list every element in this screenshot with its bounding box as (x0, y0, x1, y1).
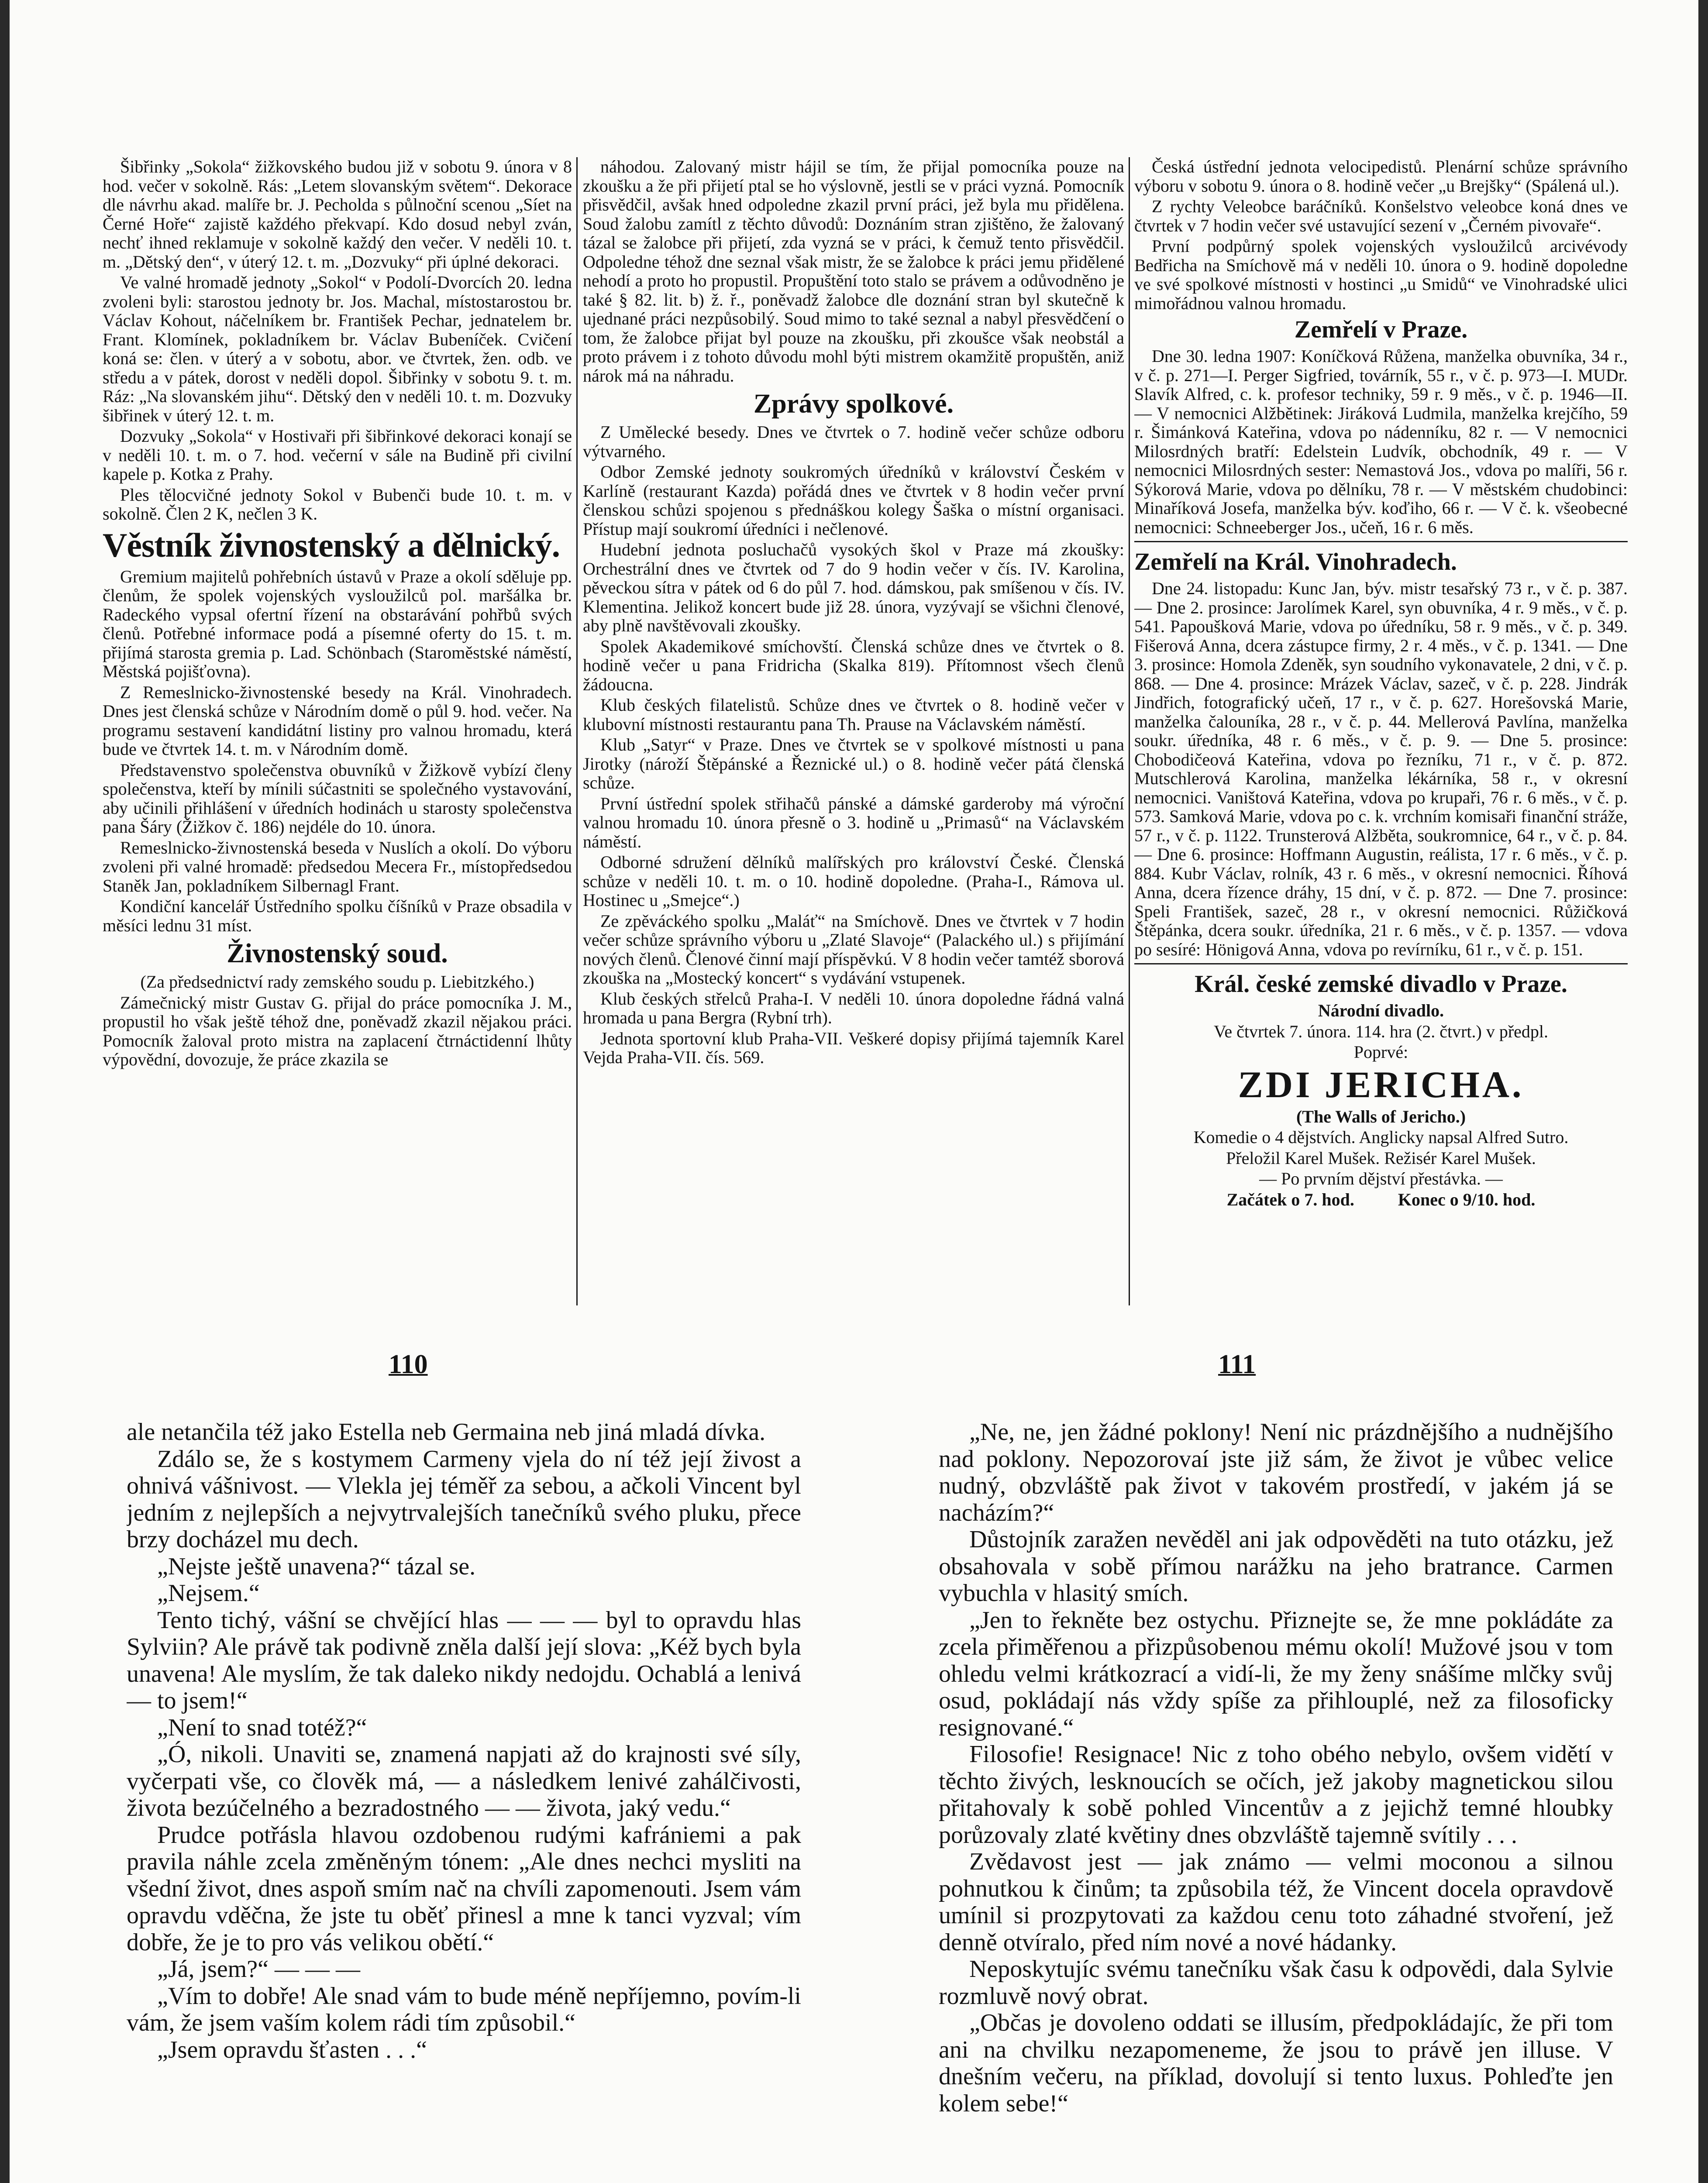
akademikove-notice: Spolek Akademikové smíchovští. Členská schůze dnes ve čtvrtek o 8. hodině večer u pana Fridricha (Skalka 819). Přítomnost všech členů žádoucna. (583, 636, 1124, 694)
strihaci-notice: První ústřední spolek střihačů pánské a dámské garderoby má výroční valnou hromadu 10. února přesně o 3. hodině u „Primasů“ na Václavském náměstí. (583, 793, 1124, 851)
section-heading-zpravy: Zprávy spolkové. (753, 389, 954, 419)
zemreli-vinohrady-list: Dne 24. listopadu: Kunc Jan, býv. mistr tesařský 73 r., v č. p. 387. — Dne 2. prosince: Jarolímek Karel, syn obuvníka, 4 r. 9 měs., v č. p. 541. Papoušková Marie, vdova po úředníku, 58 r. 9 měs., v č. p. 349. Fišerová Anna, dcera zástupce firmy, 2 r. 4 měs., v č. p. 1341. — Dne 3. prosince: Homola Zdeněk, syn soudního vykonavatele, 2 dni, v č. p. 868. — Dne 4. prosince: Mrázek Václav, sazeč, v č. p. 228. Jindrák Jindřich, fotografický učeň, 17 r., v č. p. 627. Horešovská Marie, manželka čalouníka, 28 r., v č. p. 44. Mellerová Pavlína, manželka soukr. úředníka, 48 r. 6 měs., v č. p. 9. — Dne 5. prosince: Chobodičeová Kateřina, vdova po řezníku, 71 r., v č. p. 872. Mutschlerová Karolina, manželka lékárníka, 58 r., v okresní nemocnici. Vaništová Kateřina, vdova po krupaři, 76 r. 6 měs., v č. p. 573. Samková Marie, vdova po c. k. vrchním komisaři finanční stráže, 57 r., v č. p. 1122. Trunsterová Alžběta, soukromnice, 64 r., v č. p. 84. — Dne 6. prosince: Hoffmann Augustin, reálista, 17 r. 6 měs., v č. p. 884. Kubr Václav, rolník, 43 r. 6 měs., v okresní nemocnici. Říhová Anna, dcera řízence dráhy, 15 dní, v č. p. 872. — Dne 7. prosince: Speli František, sazeč, 28 r., v okresní nemocnici. Růžičková Štěpánka, dcera soukr. úředníka, 21 r. 6 měs., v č. p. 1357. — vdova po sesíré: Hönigová Anna, vdova po revírníku, 61 r., v č. p. 151. (1134, 578, 1628, 959)
novel-paragraph: „Jsem opravdu šťasten . . .“ (157, 2036, 427, 2063)
novel-paragraph: Tento tichý, vášní se chvějící hlas — — — byl to opravdu hlas Sylviin? Ale právě tak podivně zněla další její slova: „Kéž bych byla unavena! Ale myslím, že tak daleko nikdy nedojdu. Ochablá a lenivá — to jsem!“ (127, 1606, 801, 1714)
novel-paragraph: „Nejsem.“ (157, 1580, 260, 1607)
novel-paragraph: „Vím to dobře! Ale snad vám to bude méně nepříjemno, povím-li vám, že jsem vaším kolem rádi tím způsobil.“ (127, 1982, 801, 2036)
intermission-line: — Po prvním dějství přestávka. — (1259, 1169, 1503, 1188)
sokol-bubenec-notice: Ples tělocvičné jednoty Sokol v Bubenči bude 10. t. m. v sokolně. Člen 2 K, nečlen 3 K. (103, 485, 572, 523)
zemreli-praha-list: Dne 30. ledna 1907: Koníčková Růžena, manželka obuvníka, 34 r., v č. p. 271—I. Perger Sigfried, továrník, 55 r., v č. p. 973—I. MUDr. Slavík Alfred, c. k. profesor techniky, 59 r. 9 měs., v č. p. 1946—II. — V nemocnici Alžbětinek: Jiráková Ludmila, manželka krejčího, 59 r. Šimánková Kateřina, vdova po nádenníku, 82 r. — V nemocnici Milosrdných bratří: Edelstein Ludvík, obchodník, 49 r. — V nemocnici Milosrdných sester: Nemastová Jos., vdova po malíři, 56 r. Sýkorová Marie, vdova po dělníku, 78 r. — V městském chudobinci: Minaříková Josefa, manželka býv. koďiho, 66 r. — V č. k. všeobecné nemocnici: Schneeberger Jos., učeň, 16 r. 6 měs. (1134, 346, 1628, 537)
column-rule-2 (1129, 157, 1130, 1305)
divadlo-subheading: Národní divadlo. (1318, 1001, 1444, 1020)
filatelisti-notice: Klub českých filatelistů. Schůze dnes ve čtvrtek o 8. hodině večer v klubovní místnosti restaurantu pana Th. Prause na Václavském náměstí. (583, 695, 1124, 734)
baracnici-notice: Z rychty Veleobce baráčníků. Konšelstvo veleobce koná dnes ve čtvrtek v 7 hodin večer své ustavující sezení v „Černém pivovaře“. (1134, 196, 1628, 235)
sokol-hostivar-notice: Dozvuky „Sokola“ v Hostivaři při šibřinkové dekoraci konají se v neděli 10. t. m. o 7. hod. večerní v sále na Budině při civilní kapele p. Kotka z Prahy. (103, 426, 572, 484)
umelecka-beseda-notice: Z Umělecké besedy. Dnes ve čtvrtek o 7. hodině večer schůze odboru výtvarného. (583, 422, 1124, 461)
start-time-line (1134, 1190, 1628, 1209)
end-time: Konec o 9/10. hod. (1398, 1189, 1536, 1209)
section-heading-vestnik: Věstník živnostenský a dělnický. (103, 526, 560, 564)
vyslouzilci-notice: První podpůrný spolek vojenských vysloužilců arcivévody Bedřicha na Smíchově má v neděli 10. února o 9. hodině dopoledne ve své spolkové místnosti v hostinci „u Smidů“ ve Vinohradské ulici mimořádnou valnou hromadu. (1134, 236, 1628, 313)
section-heading-soud: Živnostenský soud. (227, 939, 448, 968)
gremium-notice: Gremium majitelů pohřebních ústavů v Praze a okolí sděluje pp. členům, že spolek vojenských vysloužilců pol. maršálka br. Radeckého vypsal ofertní řízení na obstarávání pohřbů svých členů. Potřebné informace podá a písemné oferty do 15. t. m. přijímá starosta gremia p. Lad. Schönbach (Staroměstské náměstí, Městská pojišťovna). (103, 566, 572, 681)
play-original-title: (The Walls of Jericho.) (1296, 1106, 1466, 1126)
sokol-zizkov-notice: Šibřinky „Sokola“ žižkovského budou již v sobotu 9. února v 8 hod. večer v sokolně. Rás: „Letem slovanským světem“. Dekorace dle návrhu akad. malíře br. J. Pecholda s půlnoční scenou „Síet na Černé Hoře“ zajistě každého překvapí. Kdo dosud nebyl zván, nechť ihned reklamuje v sokolně každý den večer. V neděli 10. t. m. „Dětský den“, v úterý 12. t. m. „Dozvuky“ při úplné dekoraci. (103, 157, 572, 272)
page-number-left: 110 (389, 1350, 428, 1379)
sokol-podoli-notice: Ve valné hromadě jednoty „Sokol“ v Podolí-Dvorcích 20. ledna zvoleni byli: starostou jednoty br. Jos. Machal, místostarostou br. Václav Kohout, náčelníkem br. František Pechar, jednatelem br. Frant. Klomínek, pokladníkem br. Václav Bubeníček. Cvičení koná se: člen. v úterý a v sobotu, abor. ve čtvrtek, žen. odb. ve středu a v pátek, dorost v neděli dopol. Šibřinky v sobotu 9. t. m. Ráz: „Na slovanském jihu“. Dětský den v neděli 10. t. m. Dozvuky šibřinek v úterý 12. t. m. (103, 272, 572, 425)
novel-paragraph: „Nejste ještě unavena?“ tázal se. (157, 1553, 476, 1580)
novel-paragraph: Neposkytujíc svému tanečníku však času k odpovědi, dala Sylvie rozmluvě nový obrat. (939, 1956, 1613, 2010)
novel-paragraph: Zdálo se, že s kostymem Carmeny vjela do ní též její živost a ohnivá vášnivost. — Vlekla jej téměř za sebou, a ačkoli Vincent byl jedním z nejlepších a nejvytrvalejších tanečníků svého pluku, přece brzy docházel mu dech. (127, 1445, 801, 1553)
soud-case-continued: náhodou. Zalovaný mistr hájil se tím, že přijal pomocníka pouze na zkoušku a že při přijetí ptal se ho výslovně, jestli se v práci vyzná. Pomocník přisvědčil, avšak hned odpoledne zkazil první práci, jež byla mu přidělena. Soud žalobu zamítl z těchto důvodů: Doznáním stran zjištěno, že žalovaný tázal se žalobce při přijetí, zda vyzná se v práci, k čemuž tento přisvědčil. Odpoledne téhož dne seznal však mistr, že se žalobce k práci jemu přidělené nehodí a proto ho propustil. Propuštění toto stalo se právem a odůvodněno je také § 82. lit. b) ž. ř., poněvadž žalobce dle doznání stran byl skutečně k ujednané práci nezpůsobilý. Soud mimo to také seznal a nabyl přesvědčení o tom, že žalobce přijat byl pouze na zkoušku, při zkoušce však neobstál a proto právem i z tohoto důvodu mohl býti mistrem okamžitě propuštěn, aniž nárok má na náhradu. (583, 157, 1124, 386)
soud-subheading: (Za předsednictví rady zemského soudu p. Liebitzkého.) (140, 972, 534, 992)
novel-paragraph: „Občas je dovoleno oddati se illusím, předpokládajíc, že při tom ani na chvilku nezapomeneme, že jsou to právě jen illuse. V dnešním večeru, na příklad, dovolují si tento luxus. Pohleďte jen kolem sebe!“ (939, 2009, 1613, 2117)
novel-paragraph: „Já, jsem?“ — — — (157, 1956, 360, 1983)
column-2 (583, 157, 1124, 1305)
column-rule-1 (576, 157, 578, 1305)
malat-notice: Ze zpěváckého spolku „Maláť“ na Smíchově. Dnes ve čtvrtek v 7 hodin večer schůze správního výboru u „Zlaté Slavoje“ (Palackého ul.) s přijímání nových členů. Členové činní mají příspěvkú. V 8 hodin večer tamtéž sborová zkouška na „Mostecký koncert“ s vydávání vstupenek. (583, 911, 1124, 988)
separator (1134, 963, 1628, 964)
zemska-jednota-notice: Odbor Zemské jednoty soukromých úředníků v království Českém v Karlíně (restaurant Kazda) pořádá dnes ve čtvrtek v 8 hodin večer první členskou schůzi spojenou s přednáškou kolegy Šaška o místní organisaci. Přístup mají soukromí úředníci i nečlenové. (583, 462, 1124, 539)
novel-paragraph: Prudce potřásla hlavou ozdobenou rudými kafrániemi a pak pravila náhle zcela změněným tónem: „Ale dnes nechci mysliti na všední život, dnes aspoň smím nač na chvíli zapomenouti. Jsem vám opravdu vděčna, že jste tu oběť přinesl a mne k tanci vyzval; vím dobře, že je to pro vás velikou obětí.“ (127, 1821, 801, 1956)
novel-paragraph: ale netančila též jako Estella neb Germaina neb jiná mladá dívka. (127, 1419, 766, 1446)
vinohrady-beseda-notice: Z Remeslnicko-živnostenské besedy na Král. Vinohradech. Dnes jest členská schůze v Národním domě o půl 9. hod. večer. Na programu sestavení kandidátní listiny pro valnou hromadu, která bude ve čtvrtek 14. t. m. v Národním domě. (103, 682, 572, 759)
novel-page-left (127, 1419, 801, 2183)
kondicni-kancelar-notice: Kondiční kancelář Ústředního spolku číšníků v Praze obsadila v měsíci lednu 31 míst. (103, 896, 572, 935)
novel-paragraph: Důstojník zaražen nevěděl ani jak odpověděti na tuto otázku, jež obsahovala v sobě přímou narážku na jeho bratrance. Carmen vybuchla v hlasitý smích. (939, 1526, 1613, 1607)
strelci-notice: Klub českých střelců Praha-I. V neděli 10. února dopoledne řádná valná hromada u pana Bergra (Rybní trh). (583, 988, 1124, 1027)
novel-paragraph: „Není to snad totéž?“ (157, 1714, 367, 1741)
novel-paragraph: Filosofie! Resignace! Nic z toho obého nebylo, ovšem vidětí v těchto živých, lesknoucích se očích, jež jakoby magnetickou silou přitahovaly k sobě pohled Vincentův a z jejichž temné hloubky porůzovaly zlaté květiny dnes obzvláště tajemně svítily . . . (939, 1741, 1613, 1849)
novel-paragraph: „Ó, nikoli. Unaviti se, znamená napjati až do krajnosti své síly, vyčerpati vše, co člověk má, — a následkem lenivé zahálčivosti, života bezúčelného a bezradostného — — života, jaký vedu.“ (127, 1741, 801, 1821)
novel-paragraph: Zvědavost jest — jak známo — velmi moconou a silnou pohnutkou k činům; ta způsobila též, že Vincent docela opravdově umínil si prozpytovati za každou cenu toto záhadné stvoření, jež denně otvíralo, před ním nové a nové hádanky. (939, 1848, 1613, 1956)
novel-paragraph: „Ne, ne, jen žádné poklony! Není nic prázdnějšího a nudnějšího nad poklony. Nepozorovaí jste již sám, že život je vůbec velice nudný, obzvláště pak život v takovém prostředí, v jakém já se nacházím?“ (939, 1419, 1613, 1526)
malirsti-notice: Odborné sdružení dělníků malířských pro království České. Členská schůze v neděli 10. t. m. o 10. hodině dopoledne. (Praha-I., Rámova ul. Hostinec u „Smejce“.) (583, 852, 1124, 910)
column-1 (103, 157, 572, 1305)
start-time: Začátek o 7. hod. (1226, 1189, 1354, 1209)
page-number-right: 111 (1218, 1350, 1256, 1379)
novel-paragraph: „Jen to řekněte bez ostychu. Přiznejte se, že mne pokládáte za zcela přiměřenou a přizpůsobenou mému okolí! Mužové jsou v tom ohledu velmi krátkozrací a vidí-li, že my ženy snášíme mlčky svůj osud, pokládají nás vždy spíše za přihlouplé, než za filosoficky resignované.“ (939, 1606, 1613, 1741)
scan-edge-left (0, 0, 10, 2183)
column-3 (1134, 157, 1628, 1305)
section-heading-divadlo: Král. české zemské divadlo v Praze. (1195, 971, 1567, 998)
section-heading-zemreli-vinohrady: Zemřelí na Král. Vinohradech. (1134, 548, 1457, 575)
velocipediste-notice: Česká ústřední jednota velocipedistů. Plenární schůze správního výboru v sobotu 9. února o 8. hodině večer „u Brejšky“ (Spálená ul.). (1134, 157, 1628, 196)
soud-case-start: Zámečnický mistr Gustav G. přijal do práce pomocníka J. M., propustil ho však ještě téhož dne, poněvadž zkazil nějakou práci. Pomocník žaloval proto mistra na zaplacení čtrnáctidenní lhůty výpovědní, dovozuje, že práce zkazila se (103, 992, 572, 1069)
obuvnici-notice: Představenstvo společenstva obuvníků v Žižkově vybízí členy společenstva, kteří by mínili súčastniti se společného vystavování, aby učinili přihlášení v úředních hodinách u starosty společenstva pana Šáry (Žižkov č. 186) nejdéle do 10. února. (103, 760, 572, 837)
hudebni-jednota-notice: Hudební jednota posluchačů vysokých škol v Praze má zkoušky: Orchestrální dnes ve čtvrtek od 7 do 9 hodin večer v čís. IV. Karolina, pěveckou sítra v pátek od 6 do půl 7. hod. dámskou, pak smíšenou v čís. IV. Klementina. Jelikož koncert bude již 28. února, vyzývají se všichni členové, aby plně navštěvovali zkoušky. (583, 540, 1124, 635)
novel-page-right (939, 1419, 1613, 2183)
play-translator-line: Přeložil Karel Mušek. Režisér Karel Mušek. (1226, 1148, 1536, 1168)
scan-edge-right (1698, 0, 1708, 2183)
nusle-beseda-notice: Remeslnicko-živnostenská beseda v Nuslích a okolí. Do výboru zvoleni při valné hromadě: předsedou Mecera Fr., místopředsedou Staněk Jan, pokladníkem Silbernagl Frant. (103, 837, 572, 895)
sportovni-klub-notice: Jednota sportovní klub Praha-VII. Veškeré dopisy přijímá tajemník Karel Vejda Praha-VII. čís. 569. (583, 1028, 1124, 1067)
performance-date-line: Ve čtvrtek 7. února. 114. hra (2. čtvrt.) v předpl. (1213, 1021, 1549, 1041)
separator (1134, 541, 1628, 542)
play-title: ZDI JERICHA. (1238, 1063, 1524, 1105)
satyr-notice: Klub „Satyr“ v Praze. Dnes ve čtvrtek se v spolkové místnosti u pana Jirotky (nároží Štěpánské a Řeznické ul.) o 8. hodině večer pátá členská schůze. (583, 735, 1124, 792)
premiere-label: Poprvé: (1353, 1042, 1408, 1062)
play-author-line: Komedie o 4 dějstvích. Anglicky napsal Alfred Sutro. (1193, 1127, 1569, 1147)
section-heading-zemreli-praha: Zemřelí v Praze. (1294, 316, 1468, 343)
